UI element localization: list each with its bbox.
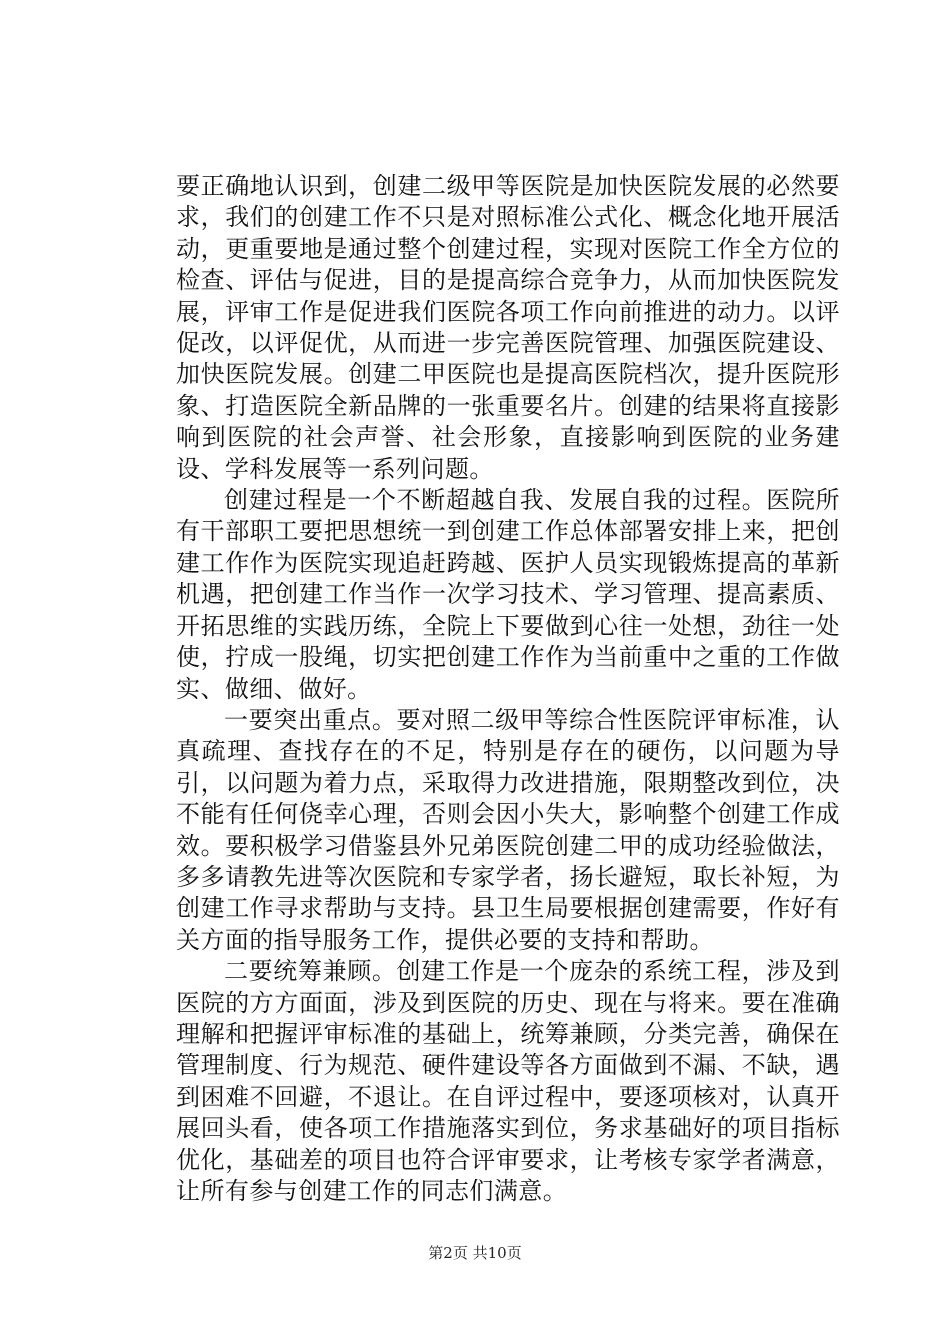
document-body: [176, 171, 840, 1207]
paragraph-coordination: 二要统筹兼顾。创建工作是一个庞杂的系统工程，涉及到医院的方方面面，涉及到医院的历史、现在与将来。要在准确理解和把握评审标准的基础上，统筹兼顾，分类完善，确保在管理制度、行为规范、硬件建设等各方面做到不漏、不缺，遇到困难不回避，不退让。在自评过程中，要逐项核对，认真开展回头看，使各项工作措施落实到位，务求基础好的项目指标优化，基础差的项目也符合评审要求，让考核专家学者满意，让所有参与创建工作的同志们满意。: [176, 957, 840, 1205]
paragraph-importance: 要正确地认识到，创建二级甲等医院是加快医院发展的必然要求，我们的创建工作不只是对照标准公式化、概念化地开展活动，更重要地是通过整个创建过程，实现对医院工作全方位的检查、评估与促进，目的是提高综合竞争力，从而加快医院发展，评审工作是促进我们医院各项工作向前推进的动力。以评促改，以评促优，从而进一步完善医院管理、加强医院建设、加快医院发展。创建二甲医院也是提高医院档次，提升医院形象、打造医院全新品牌的一张重要名片。创建的结果将直接影响到医院的社会声誉、社会形象，直接影响到医院的业务建设、学科发展等一系列问题。: [176, 172, 840, 483]
paragraph-focus: 一要突出重点。要对照二级甲等综合性医院评审标准，认真疏理、查找存在的不足，特别是存在的硬伤，以问题为导引，以问题为着力点，采取得力改进措施，限期整改到位，决不能有任何侥幸心理，否则会因小失大，影响整个创建工作成效。要积极学习借鉴县外兄弟医院创建二甲的成功经验做法，多多请教先进等次医院和专家学者，扬长避短，取长补短，为创建工作寻求帮助与支持。县卫生局要根据创建需要，作好有关方面的指导服务工作，提供必要的支持和帮助。: [176, 705, 840, 954]
paragraph-process: 创建过程是一个不断超越自我、发展自我的过程。医院所有干部职工要把思想统一到创建工作总体部署安排上来，把创建工作作为医院实现追赶跨越、医护人员实现锻炼提高的革新机遇，把创建工作当作一次学习技术、学习管理、提高素质、开拓思维的实践历练，全院上下要做到心往一处想，劲往一处使，拧成一股绳，切实把创建工作作为当前重中之重的工作做实、做细、做好。: [176, 486, 840, 703]
page-number-footer: 第2页 共10页: [428, 1244, 522, 1262]
